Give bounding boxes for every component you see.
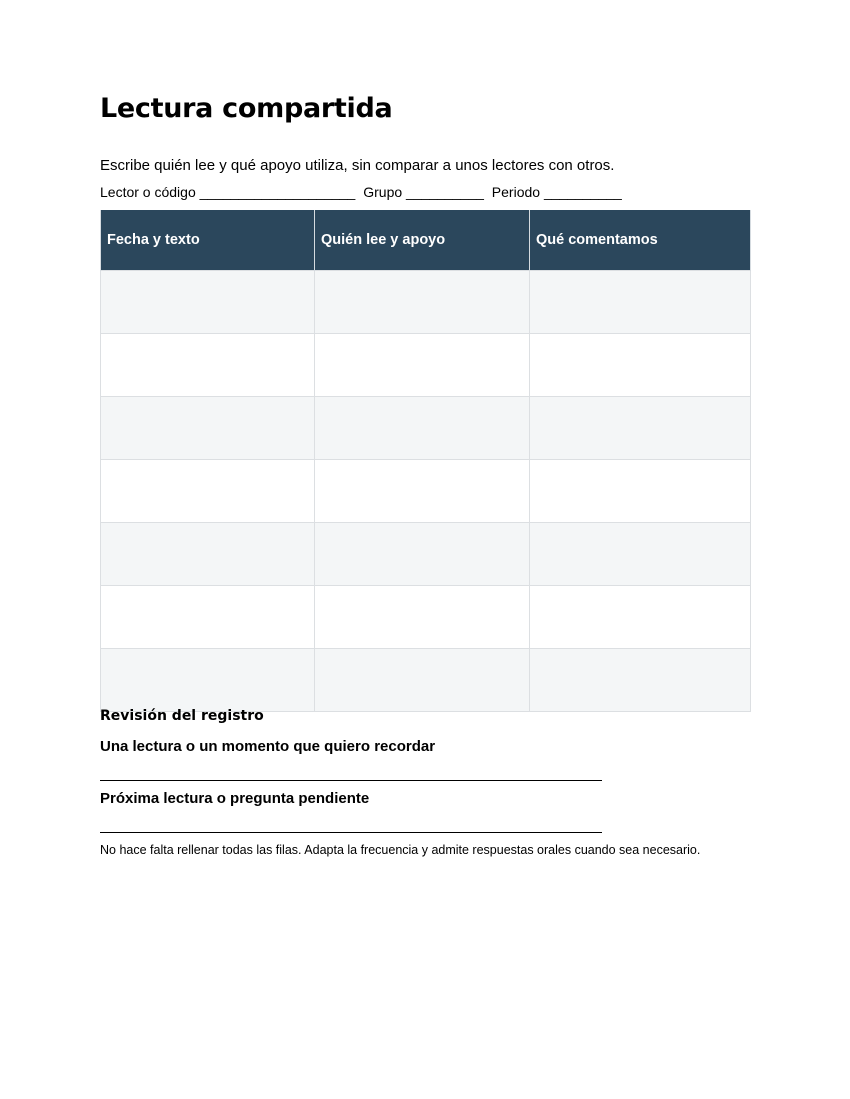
reading-log-table [100,210,751,712]
table-cell[interactable] [530,586,751,649]
table-cell[interactable] [315,397,530,460]
table-cell[interactable] [530,334,751,397]
header-date-text: Fecha y texto [101,210,315,271]
table-row [101,649,751,712]
table-cell[interactable] [530,649,751,712]
table-cell[interactable] [530,523,751,586]
table-cell[interactable] [101,523,315,586]
review-title: Revisión del registro [100,708,264,724]
table-cell[interactable] [101,334,315,397]
table-row [101,523,751,586]
memory-answer-line[interactable] [100,780,602,781]
table-cell[interactable] [530,460,751,523]
table-cell[interactable] [530,271,751,334]
table-row [101,460,751,523]
table-cell[interactable] [101,397,315,460]
info-fields [100,184,626,200]
table-cell[interactable] [315,649,530,712]
header-comments: Qué comentamos [530,210,751,271]
table-cell[interactable] [315,460,530,523]
table-body [101,271,751,712]
table-header-row [101,210,751,271]
reader-field: Lector o código ____________________ [100,184,356,200]
header-reader-support: Quién lee y apoyo [315,210,530,271]
page-title: Lectura compartida [100,93,393,124]
table-cell[interactable] [101,271,315,334]
table-row [101,271,751,334]
table-cell[interactable] [315,334,530,397]
table-cell[interactable] [101,460,315,523]
table-row [101,334,751,397]
table-cell[interactable] [101,649,315,712]
table-row [101,586,751,649]
table-cell[interactable] [315,523,530,586]
footer-note: No hace falta rellenar todas las filas. Adapta la frecuencia y admite respuestas orales cuando sea necesario. [100,843,701,857]
period-field: Periodo __________ [491,184,622,200]
table-cell[interactable] [315,271,530,334]
group-field: Grupo __________ [363,184,484,200]
memory-prompt: Una lectura o un momento que quiero recordar [100,738,436,755]
table-cell[interactable] [530,397,751,460]
intro-text: Escribe quién lee y qué apoyo utiliza, sin comparar a unos lectores con otros. [100,157,615,174]
next-reading-prompt: Próxima lectura o pregunta pendiente [100,790,370,807]
table-cell[interactable] [315,586,530,649]
table-row [101,397,751,460]
table-cell[interactable] [101,586,315,649]
next-reading-answer-line[interactable] [100,832,602,833]
